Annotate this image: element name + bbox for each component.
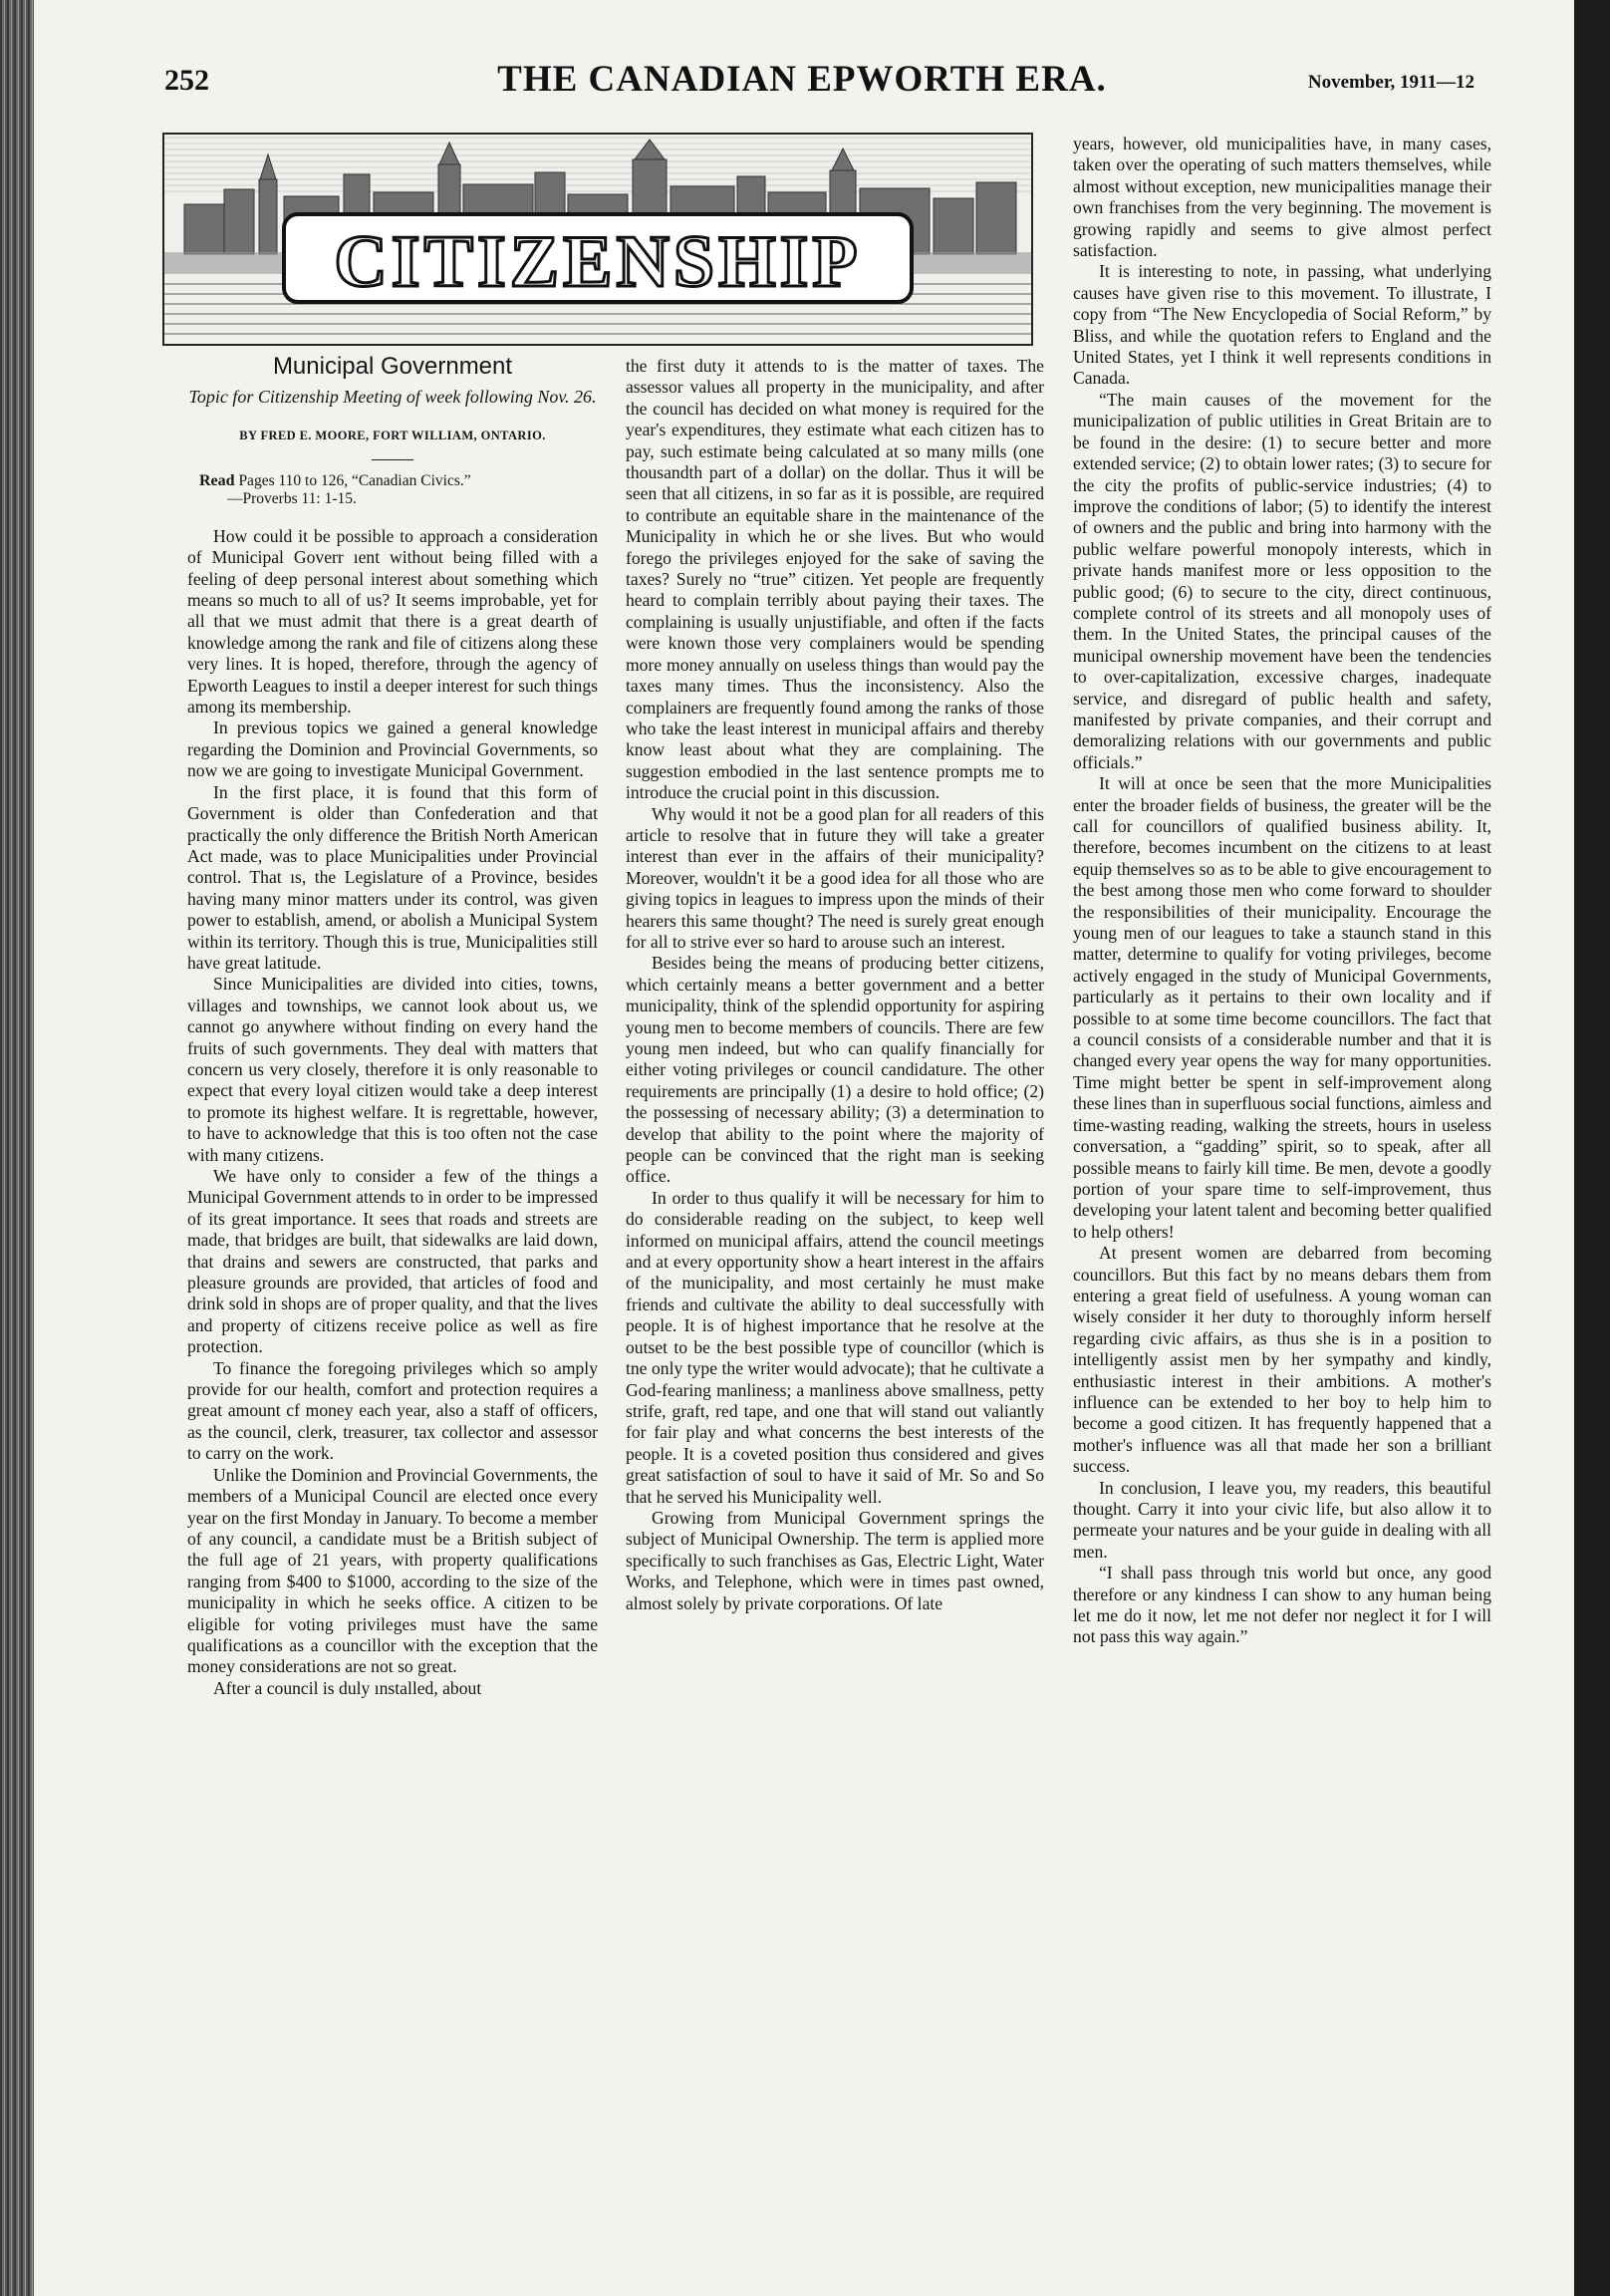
paragraph: In order to thus qualify it will be necessary for him to do considerable reading on the subject, to keep well informed on municipal affairs, attend the council meetings and at every opportunity show a heart interest in the affairs of the municipality, and most certainly he must make friends and cultivate the ability to deal successfully with people. It is of highest importance that he resolve at the outset to be the best possible type of councillor (which is tne only type the writer would advocate); that he cultivate a God-fearing manliness; a manliness above smallness, petty strife, graft, red tape, and one that will stand out valiantly for fair play and what concerns the best interests of the people. It is a coveted position thus considered and gives great satisfaction of soul to have it said of Mr. So and So that he served his Municipality well.	[626, 1187, 1044, 1507]
read-pages: Pages 110 to 126, “Canadian Civics.”	[238, 471, 471, 489]
read-label: Read	[199, 471, 235, 489]
paragraph: In previous topics we gained a general knowledge regarding the Dominion and Provincial Governments, so now we are going to investigate Municipal Government.	[187, 718, 598, 781]
page-number: 252	[164, 64, 209, 97]
paragraph: We have only to consider a few of the things a Municipal Government attends to in order to be impressed of its great importance. It sees that roads and streets are made, that bridges are built, that sidewalks are laid down, that drains and sewers are constructed, that parks and pleasure grounds are provided, that articles of food and drink sold in shops are of proper quality, and that the lives and property of citizens receive police as well as fire protection.	[187, 1166, 598, 1357]
paragraph: the first duty it attends to is the matter of taxes. The assessor values all property in the municipality, and after the council has decided on what money is required for the year's expenditures, they estimate what each citizen has to pay, such estimate being calculated at so many mills (one thousandth part of a dollar) on the dollar. Thus it will be seen that all citizens, in so far as it is possible, are required to contribute an equitable share in the maintenance of the Municipality in which he or she lives. But who would forego the privileges enjoyed for the sake of saving the taxes? Surely no “true” citizen. Yet people are frequently heard to complain terribly about paying their taxes. The complaining is usually unjustifiable, and often if the facts were known those very complainers would be spending more money annually on useless things than would pay the taxes many times. Thus the inconsistency. Also the complainers are frequently found among the ranks of those who take the least interest in municipal affairs and thereby know least about what they are complaining. The suggestion embodied in the last sentence prompts me to introduce the crucial point in this discussion.	[626, 356, 1044, 803]
citizenship-banner	[162, 133, 1033, 346]
article-byline: BY FRED E. MOORE, FORT WILLIAM, ONTARIO.	[239, 429, 546, 443]
paragraph: At present women are debarred from becoming councillors. But this fact by no means debars them from entering a great field of usefulness. A young woman can wisely consider it her duty to thoroughly inform herself regarding civic affairs, as thus she is in a position to intelligently assist men by her sympathy and kindly, enthusiastic interest in their ambitions. A mother's influence can be extended to her boy to help him to become a good citizen. It has frequently happened that a mother's influence was all that made her son a brilliant success.	[1073, 1243, 1491, 1477]
page-right-edge	[1574, 0, 1610, 2296]
book-spine-edge	[0, 0, 34, 2296]
paragraph: Why would it not be a good plan for all readers of this article to resolve that in future they will take a greater interest than ever in the affairs of their municipality? Moreover, wouldn't it be a good idea for all those who are giving topics in leagues to impress upon the minds of their hearers this same thought? The need is surely great enough for all to strive ever so hard to arouse such an interest.	[626, 803, 1044, 952]
paragraph: After a council is duly ınstalled, about	[213, 1677, 482, 1698]
title-rule	[372, 459, 413, 460]
paragraph: years, however, old municipalities have, in many cases, taken over the operating of such matters themselves, while almost without exception, new municipalities manage their own franchises from the very beginning. The movement is growing rapidly and seems to give almost perfect satisfaction.	[1073, 134, 1491, 261]
banner-word: CITIZENSHIP	[334, 221, 862, 303]
issue-date: November, 1911—12	[1307, 72, 1475, 93]
paragraph: “The main causes of the movement for the municipalization of public utilities in Great Britain are to be found in the desire: (1) to secure better and more extended service; (2) to obtain lower rates; (3) to secure for the city the profits of public-service industries; (4) to improve the conditions of labor; (5) to identify the interest of owners and the public and bring into harmony with the public welfare powerful monopoly interests, which in private hands manifest more or less opposition to the public good; (6) to secure to the city, direct continuous, complete control of its streets and all monopoly uses of them. In the United States, the principal causes of the municipal ownership movement have been the tendencies to over-capitalization, excessive charges, inadequate service, and disregard of public health and safety, manifested by private companies, and their corrupt and demoralizing relations with our governments and public officials.”	[1073, 389, 1491, 772]
article-column-1	[187, 353, 598, 1699]
article-column-3	[1073, 134, 1491, 1648]
paragraph: To finance the foregoing privileges which so amply provide for our health, comfort and protection requires a great amount cf money each year, also a staff of officers, as the council, clerk, treasurer, tax collector and assessor to carry on the work.	[187, 1357, 598, 1464]
journal-title: THE CANADIAN EPWORTH ERA.	[497, 59, 1107, 100]
paragraph: “I shall pass through tnis world but once, any good therefore or any kindness I can show to any human being let me do it now, let me not defer nor neglect it for I will not pass this way again.”	[1073, 1563, 1491, 1647]
paragraph: It is interesting to note, in passing, what underlying causes have given rise to this movement. To illustrate, I copy from “The New Encyclopedia of Social Reform,” by Bliss, and while the quotation refers to England and the United States, yet I think it well represents conditions in Canada.	[1073, 261, 1491, 389]
paragraph: Unlike the Dominion and Provincial Governments, the members of a Municipal Council are elected once every year on the first Monday in January. To become a member of any council, a candidate must be a British subject of the full age of 21 years, with property qualifications ranging from $400 to $1000, according to the size of the municipality in which he seeks office. A citizen to be eligible for voting privileges must have the same qualifications as a councillor with the exception that the money considerations are not so great.	[187, 1464, 598, 1677]
read-scripture: —Proverbs 11: 1-15.	[227, 489, 357, 507]
article-topic: Topic for Citizenship Meeting of week following Nov. 26.	[188, 387, 597, 408]
page-header	[164, 58, 1475, 108]
reading-reference	[199, 472, 598, 508]
paragraph: In the first place, it is found that this form of Government is older than Confederation and that practically the only difference the British North American Act made, was to place Municipalities under Provincial control. That ıs, the Legislature of a Province, besides having many minor matters under its control, was given power to establish, amend, or abolish a Municipal System within its territory. Though this is true, Municipalities still have great latitude.	[187, 781, 598, 973]
article-column-2	[626, 356, 1044, 1614]
paragraph: In conclusion, I leave you, my readers, this beautiful thought. Carry it into your civic life, but also allow it to permeate your natures and be your guide in dealing with all men.	[1073, 1477, 1491, 1562]
citizenship-banner-illustration	[164, 135, 1031, 344]
paragraph: How could it be possible to approach a consideration of Municipal Goverr ıent without being filled with a feeling of deep personal interest about something which means so much to all of us? It seems improbable, yet for all that we must admit that there is a great dearth of knowledge among the rank and file of citizens along these very lines. It is hoped, therefore, through the agency of Epworth Leagues to instil a deeper interest for such things among its membership.	[187, 525, 598, 718]
paragraph: Besides being the means of producing better citizens, which certainly means a better government and a better municipality, think of the splendid opportunity for aspiring young men to become members of councils. There are few young men indeed, but who can qualify financially for either voting privileges or council candidature. The other requirements are principally (1) a desire to hold office; (2) the possessing of necessary ability; (3) a determination to develop that ability to the point where the majority of people can be convinced that the right man is seeking office.	[626, 953, 1044, 1187]
article-title: Municipal Government	[272, 353, 513, 380]
paragraph: Since Municipalities are divided into cities, towns, villages and townships, we cannot look about us, we cannot go anywhere without finding on every hand the fruits of such governments. They deal with matters that concern us very closely, therefore it is only reasonable to expect that every loyal citizen would take a deep interest to promote its highest welfare. It is regrettable, however, to have to acknowledge that this is too often not the case with many cıtizens.	[187, 974, 598, 1165]
paragraph: It will at once be seen that the more Municipalities enter the broader fields of business, the greater will be the call for councillors of qualified business ability. It, therefore, becomes incumbent on the citizens to at least equip themselves so as to be able to give encouragement to the best among those men who come forward to shoulder the responsibilities of their municipality. Encourage the young men of our leagues to take a staunch stand in this matter, determine to qualify for voting privileges, become actively engaged in the study of Municipal Governments, particularly as it pertains to their own locality and if possible to at some time become councillors. The fact that a council consists of a considerable number and that it is changed every year opens the way for many opportunities. Time might better be spent in self-improvement along these lines than in superfluous social functions, aimless and time-wasting reading, walking the streets, hours in useless conversation, a “gadding” spirit, so to speak, after all possible means to fairly kill time. Be men, devote a goodly portion of your spare time to self-improvement, thus developing your latent talent and becoming better qualified to help others!	[1073, 773, 1491, 1242]
paragraph: Growing from Municipal Government springs the subject of Municipal Ownership. The term is applied more specifically to such franchises as Gas, Electric Light, Water Works, and Telephone, which were in times past owned, almost solely by private corporations. Of late	[626, 1507, 1044, 1613]
